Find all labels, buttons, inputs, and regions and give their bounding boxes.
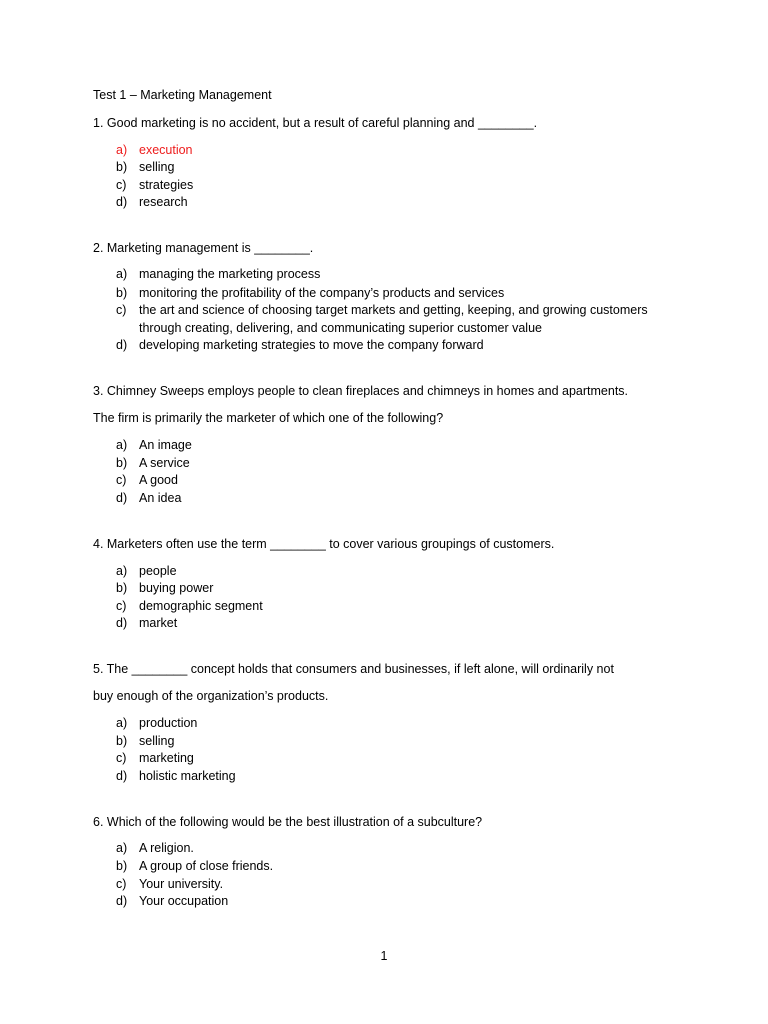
question-1-option-a	[116, 142, 676, 160]
option-letter: b)	[116, 286, 128, 300]
question-3-option-d	[116, 490, 676, 508]
option-text: marketing	[139, 751, 194, 765]
option-letter: c)	[116, 178, 127, 192]
option-text: Your university.	[139, 877, 224, 891]
question-5-option-c	[116, 750, 676, 768]
question-5-option-b	[116, 733, 676, 751]
option-letter: a)	[116, 267, 128, 281]
question-1-option-c	[116, 177, 676, 195]
option-letter: a)	[116, 438, 128, 452]
question-4-option-b	[116, 580, 676, 598]
option-letter: d)	[116, 338, 128, 352]
option-text: An idea	[139, 491, 182, 505]
option-text: selling	[139, 734, 175, 748]
option-text: A religion.	[139, 841, 194, 855]
option-letter: a)	[116, 841, 128, 855]
question-6-option-c	[116, 876, 676, 894]
option-text: execution	[139, 143, 193, 157]
question-2-text: 2. Marketing management is ________.	[93, 241, 314, 255]
option-text: A group of close friends.	[139, 859, 274, 873]
option-letter: c)	[116, 599, 127, 613]
option-letter: c)	[116, 751, 127, 765]
option-text: people	[139, 564, 177, 578]
question-1-option-d	[116, 194, 676, 212]
question-2-option-b	[116, 285, 676, 303]
option-letter: d)	[116, 616, 128, 630]
option-letter: d)	[116, 491, 128, 505]
question-3-text-line-2: The firm is primarily the marketer of which one of the following?	[93, 411, 444, 425]
question-1-text: 1. Good marketing is no accident, but a result of careful planning and ________.	[93, 116, 538, 130]
option-letter: b)	[116, 734, 128, 748]
question-5-option-d	[116, 768, 676, 786]
option-text: research	[139, 195, 188, 209]
option-letter: d)	[116, 195, 128, 209]
question-1-option-b	[116, 159, 676, 177]
option-letter: d)	[116, 769, 128, 783]
question-6-option-b	[116, 858, 676, 876]
option-text: production	[139, 716, 198, 730]
option-letter: a)	[116, 716, 128, 730]
option-letter: b)	[116, 581, 128, 595]
option-letter: a)	[116, 564, 128, 578]
option-letter: c)	[116, 473, 127, 487]
question-6-option-d	[116, 893, 676, 911]
option-text: strategies	[139, 178, 194, 192]
option-text: selling	[139, 160, 175, 174]
question-6-option-a	[116, 840, 676, 858]
option-text: A good	[139, 473, 178, 487]
option-letter: a)	[116, 143, 128, 157]
question-4-option-a	[116, 563, 676, 581]
question-4-option-c	[116, 598, 676, 616]
option-letter: b)	[116, 160, 128, 174]
option-letter: b)	[116, 859, 128, 873]
option-letter: c)	[116, 877, 127, 891]
page-number: 1	[380, 949, 388, 963]
option-text: developing marketing strategies to move the company forward	[139, 338, 484, 352]
question-2-option-d	[116, 337, 676, 355]
question-3-option-c	[116, 472, 676, 490]
option-text: A service	[139, 456, 190, 470]
question-5-text-line-1: 5. The ________ concept holds that consumers and businesses, if left alone, will ordinarily not	[93, 662, 614, 676]
question-4-text: 4. Marketers often use the term ________ to cover various groupings of customers.	[93, 537, 555, 551]
question-3-text-line-1: 3. Chimney Sweeps employs people to clean fireplaces and chimneys in homes and apartments.	[93, 384, 629, 398]
option-text: An image	[139, 438, 192, 452]
question-2-option-c	[116, 302, 676, 337]
option-text: the art and science of choosing target markets and getting, keeping, and growing customers through creating, delivering, and communicating superior customer value	[139, 303, 648, 335]
question-3-option-a	[116, 437, 676, 455]
option-letter: c)	[116, 303, 127, 317]
question-5-text-line-2: buy enough of the organization’s products.	[93, 689, 329, 703]
option-text: market	[139, 616, 178, 630]
question-4-option-d	[116, 615, 676, 633]
option-text: managing the marketing process	[139, 267, 321, 281]
option-text: holistic marketing	[139, 769, 236, 783]
question-2-option-a	[116, 266, 676, 284]
question-3-option-b	[116, 455, 676, 473]
option-text: Your occupation	[139, 894, 229, 908]
option-letter: d)	[116, 894, 128, 908]
option-text: buying power	[139, 581, 214, 595]
option-text: demographic segment	[139, 599, 263, 613]
document-title: Test 1 – Marketing Management	[93, 88, 272, 102]
question-5-option-a	[116, 715, 676, 733]
option-letter: b)	[116, 456, 128, 470]
option-text: monitoring the profitability of the company’s products and services	[139, 286, 505, 300]
question-6-text: 6. Which of the following would be the best illustration of a subculture?	[93, 815, 483, 829]
